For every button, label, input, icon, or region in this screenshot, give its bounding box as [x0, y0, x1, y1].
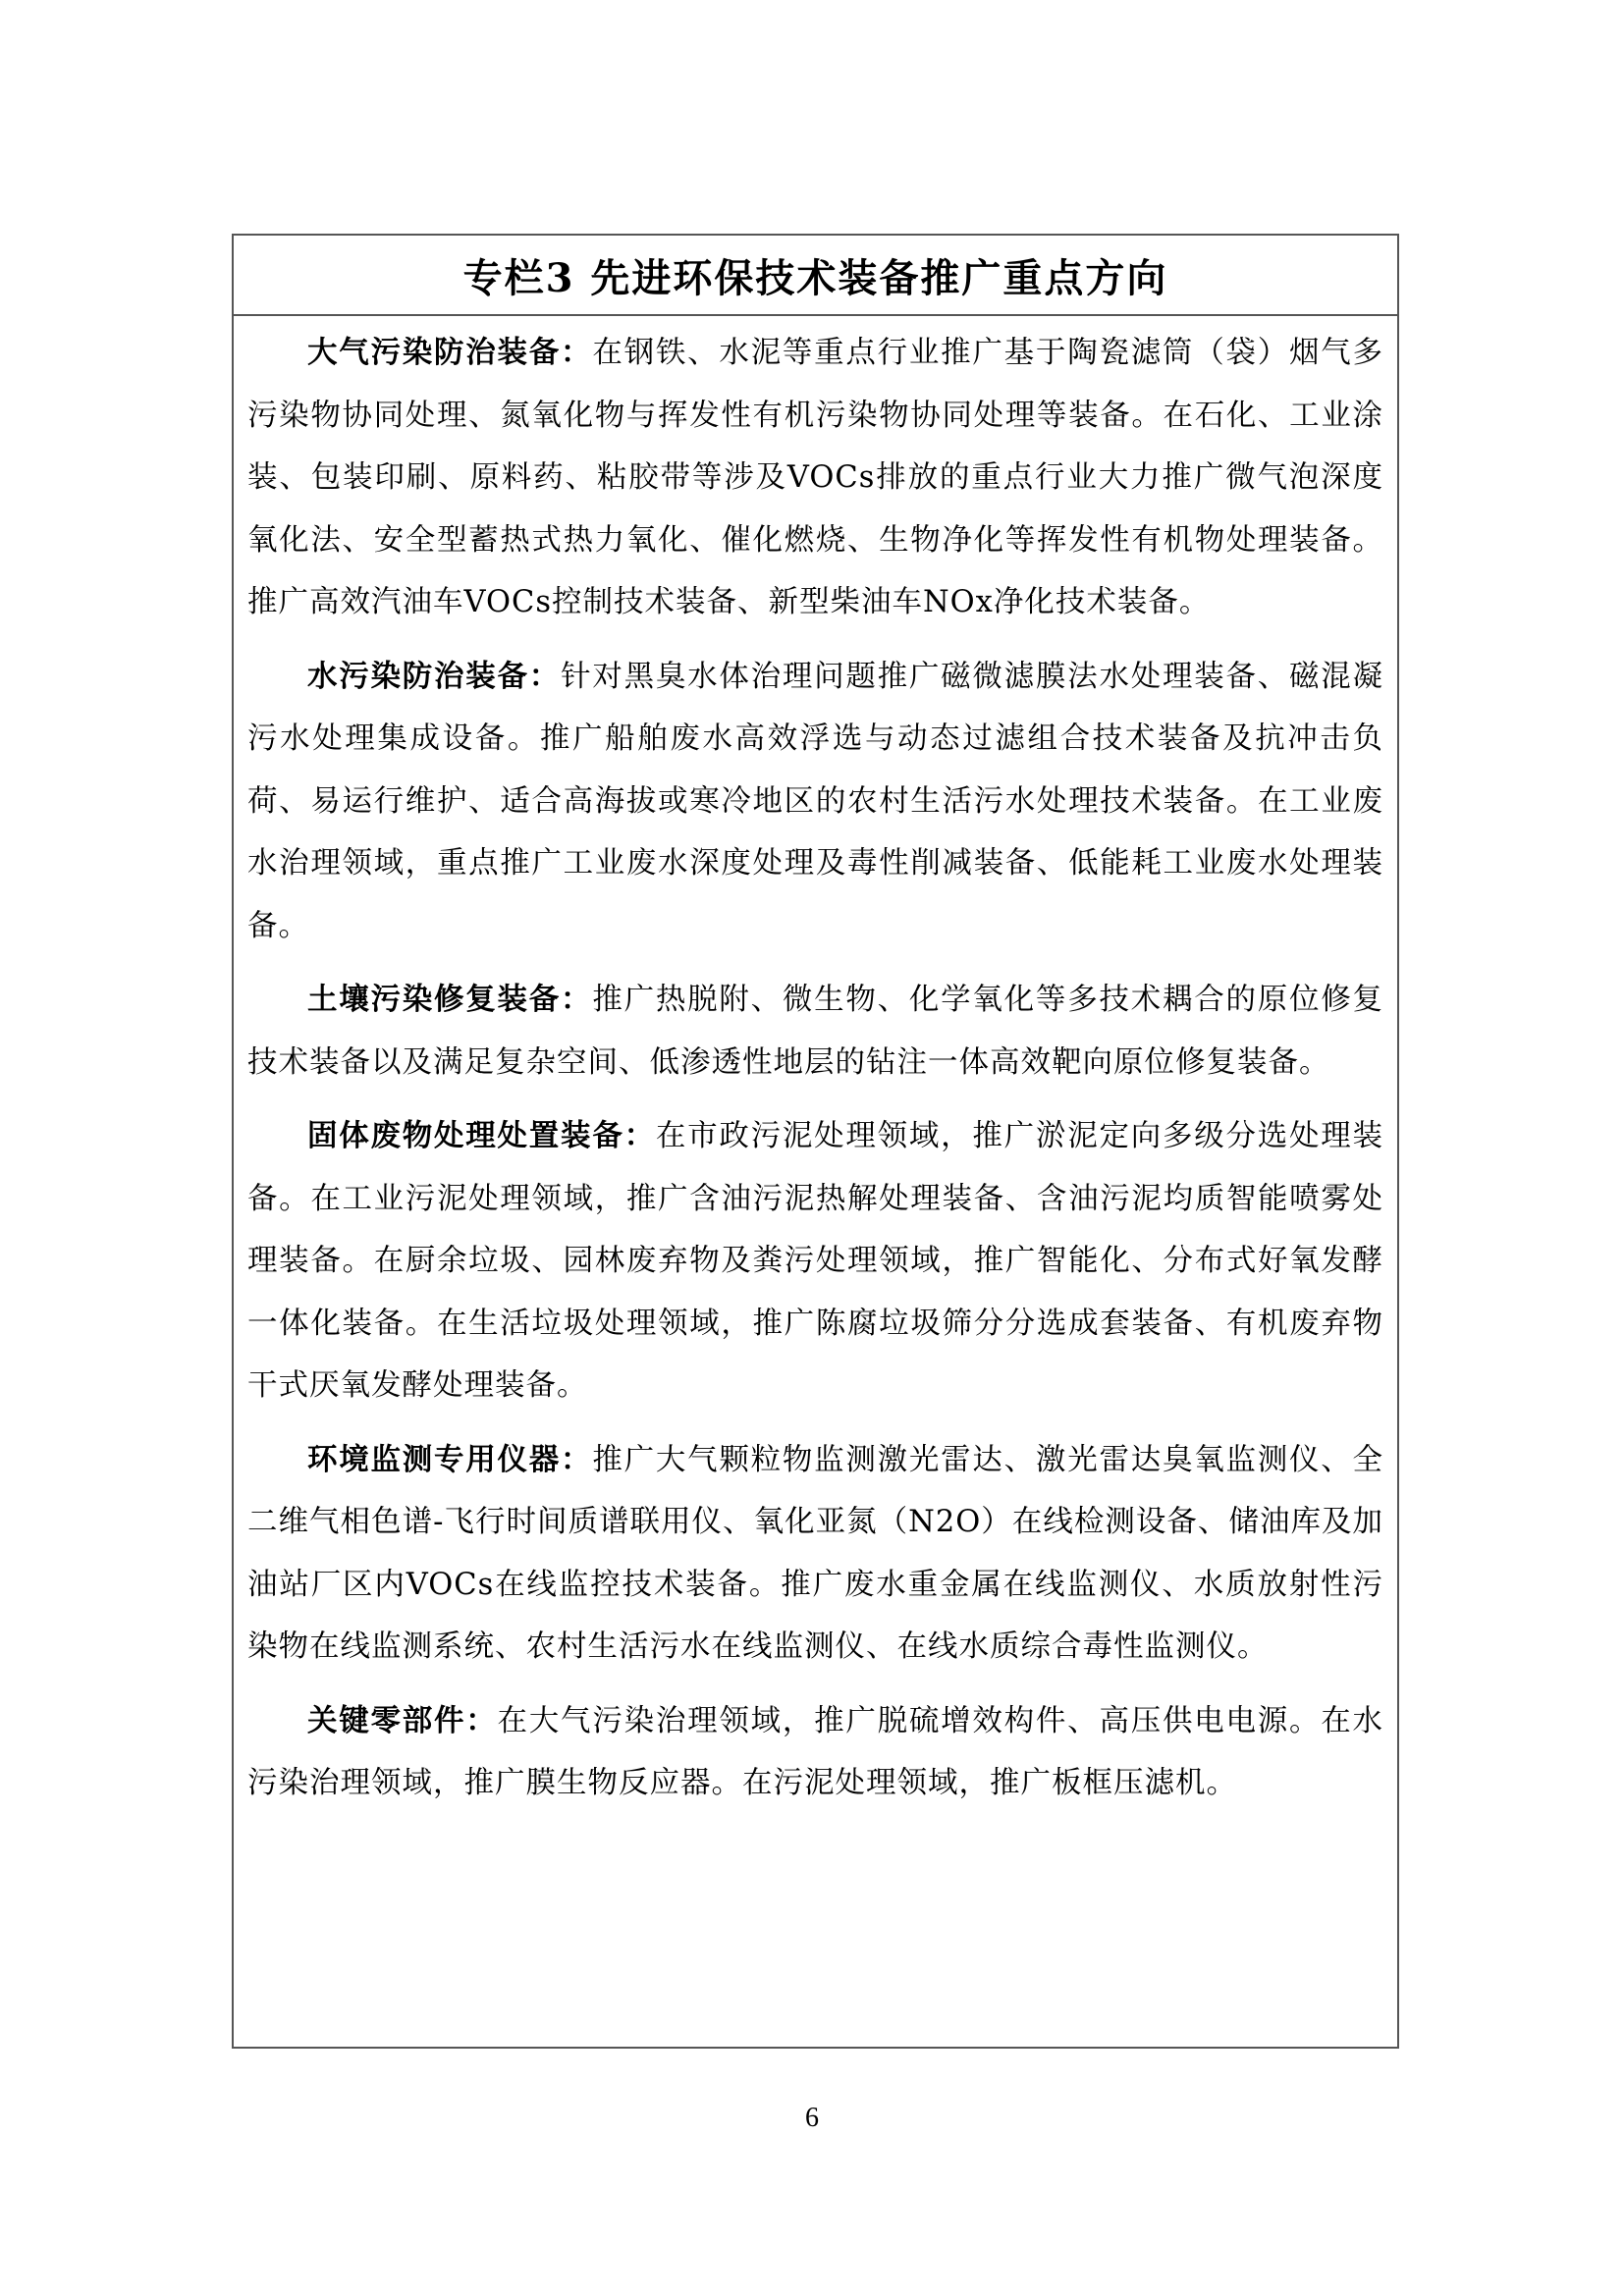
paragraph-text: 在市政污泥处理领域，推广淤泥定向多级分选处理装备。在工业污泥处理领域，推广含油污泥热解处理装备、含油污泥均质智能喷雾处理装备。在厨余垃圾、园林废弃物及粪污处理领域，推广智能化、分布式好氧发酵一体化装备。在生活垃圾处理领域，推广陈腐垃圾筛分分选成套装备、有机废弃物干式厌氧发酵处理装备。 — [247, 1119, 1384, 1403]
paragraph-label: 固体废物处理处置装备： — [307, 1118, 656, 1153]
paragraph-label: 关键零部件： — [307, 1702, 498, 1738]
paragraph-text: 推广热脱附、微生物、化学氧化等多技术耦合的原位修复技术装备以及满足复杂空间、低渗透性地层的钻注一体高效靶向原位修复装备。 — [247, 983, 1384, 1080]
paragraph-air-pollution — [247, 322, 1383, 634]
page-number: 6 — [805, 2103, 819, 2133]
paragraph-text: 在大气污染治理领域，推广脱硫增效构件、高压供电电源。在水污染治理领域，推广膜生物反应器。在污泥处理领域，推广板框压滤机。 — [247, 1703, 1383, 1800]
special-column-box — [232, 234, 1399, 2049]
paragraph-text: 针对黑臭水体治理问题推广磁微滤膜法水处理装备、磁混凝污水处理集成设备。推广船舶废水高效浮选与动态过滤组合技术装备及抗冲击负荷、易运行维护、适合高海拔或寒冷地区的农村生活污水处理技术装备。在工业废水治理领域，重点推广工业废水深度处理及毒性削减装备、低能耗工业废水处理装备。 — [247, 659, 1384, 943]
paragraph-label: 水污染防治装备： — [307, 658, 562, 694]
paragraph-solid-waste — [247, 1105, 1383, 1417]
box-header — [234, 236, 1397, 316]
paragraph-key-components — [247, 1690, 1383, 1815]
paragraph-water-pollution — [247, 646, 1383, 958]
paragraph-environmental-monitoring — [247, 1429, 1383, 1679]
paragraph-text: 在钢铁、水泥等重点行业推广基于陶瓷滤筒（袋）烟气多污染物协同处理、氮氧化物与挥发性有机污染物协同处理等装备。在石化、工业涂装、包装印刷、原料药、粘胶带等涉及VOCs排放的重点行业大力推广微气泡深度氧化法、安全型蓄热式热力氧化、催化燃烧、生物净化等挥发性有机物处理装备。推广高效汽油车VOCs控制技术装备、新型柴油车NOx净化技术装备。 — [247, 336, 1384, 619]
paragraph-label: 大气污染防治装备： — [307, 335, 593, 370]
paragraph-label: 环境监测专用仪器： — [307, 1441, 593, 1477]
box-title: 专栏3 先进环保技术装备推广重点方向 — [462, 254, 1168, 301]
paragraph-label: 土壤污染修复装备： — [307, 982, 593, 1017]
paragraph-text: 推广大气颗粒物监测激光雷达、激光雷达臭氧监测仪、全二维气相色谱-飞行时间质谱联用仪、氧化亚氮（N2O）在线检测设备、储油库及加油站厂区内VOCs在线监控技术装备。推广废水重金属在线监测仪、水质放射性污染物在线监测系统、农村生活污水在线监测仪、在线水质综合毒性监测仪。 — [247, 1442, 1384, 1664]
box-body — [234, 316, 1397, 1815]
paragraph-soil-remediation — [247, 969, 1383, 1094]
